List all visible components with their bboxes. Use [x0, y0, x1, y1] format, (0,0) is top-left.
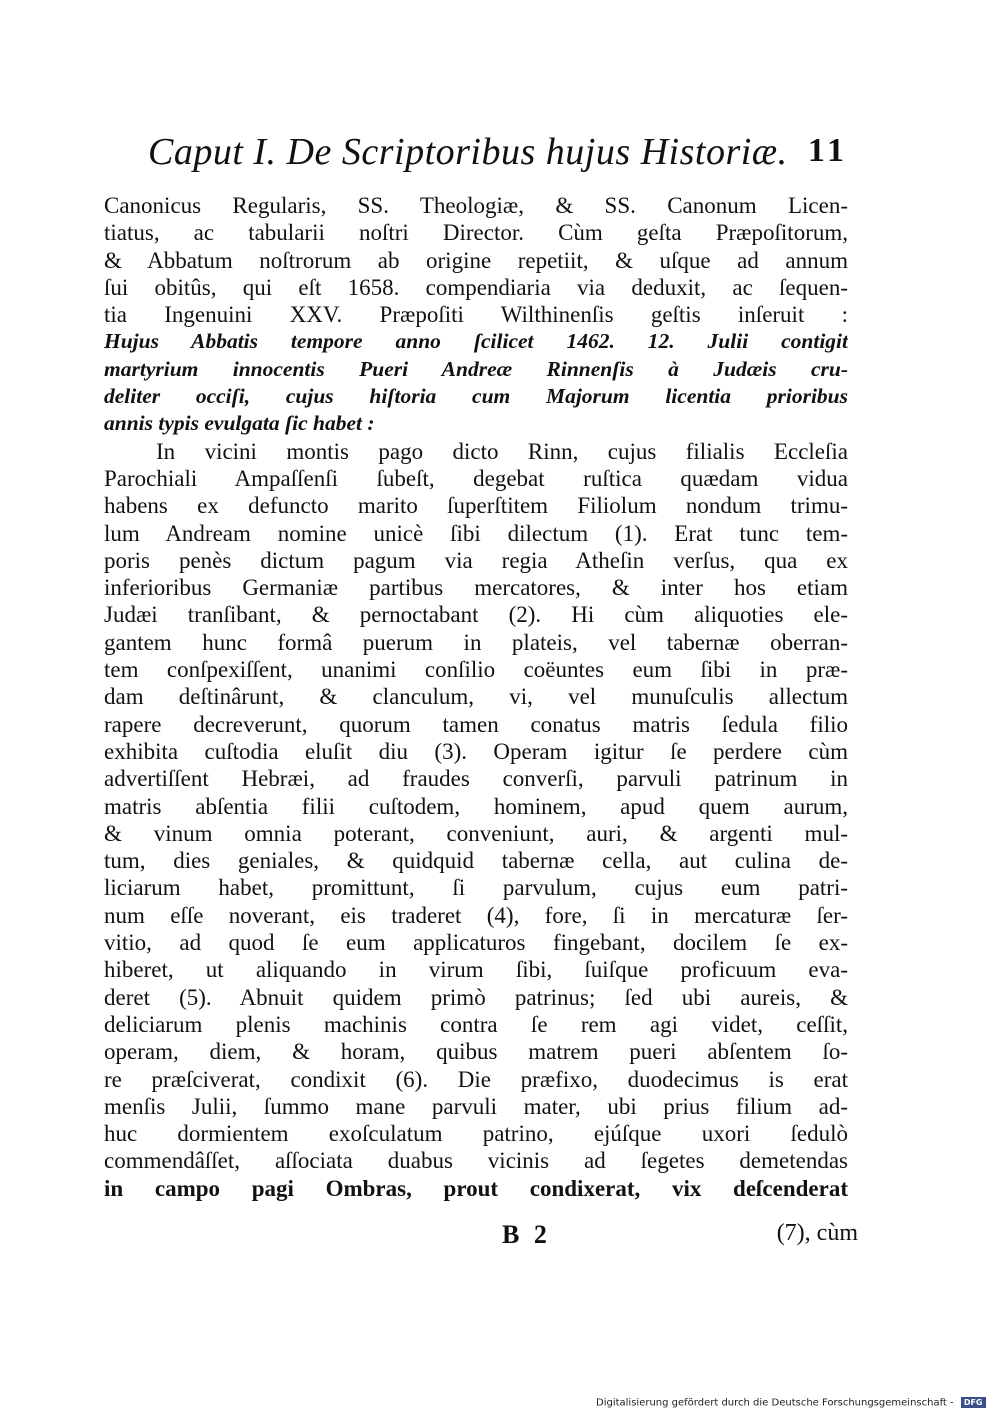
text-line: hiberet, ut aliquando in virum ſibi, ſuiſque proficuum eva-: [104, 957, 848, 983]
text-line: in campo pagi Ombras, prout condixerat, vix deſcenderat: [104, 1175, 848, 1201]
text-line: Canonicus Regularis, SS. Theologiæ, & SS. Canonum Licen-: [104, 193, 848, 218]
text-line: num eſſe noverant, eis traderet (4), fore, ſi in mercaturæ ſer-: [104, 902, 848, 928]
credit-text: Digitalisierung gefördert durch die Deutsche Forschungsgemeinschaft -: [596, 1397, 954, 1409]
text-line: liciarum habet, promittunt, ſi parvulum, cujus eum patri-: [104, 875, 848, 901]
text-line: matris abſentia filii cuſtodem, hominem, apud quem aurum,: [104, 793, 848, 819]
running-title: Caput I. De Scriptoribus hujus Historiæ.: [148, 131, 788, 173]
page-footer: [104, 1220, 858, 1250]
text-line: & Abbatum noſtrorum ab origine repetiit, & uſque ad annum: [104, 247, 848, 273]
quoted-text-line: Hujus Abbatis tempore anno ſcilicet 1462. 12. Julii contigit: [104, 329, 848, 354]
text-line: exhibita cuſtodia eluſit diu (3). Operam igitur ſe perdere cùm: [104, 738, 848, 764]
digitization-credit: [596, 1397, 986, 1409]
quoted-text-line: deliter occiſi, cujus hiſtoria cum Majorum licentia prioribus: [104, 384, 848, 409]
text-line: deret (5). Abnuit quidem primò patrinus; ſed ubi aureis, &: [104, 984, 848, 1010]
page-number: 11: [807, 132, 848, 169]
text-line: deliciarum plenis machinis contra ſe rem agi videt, ceſſit,: [104, 1011, 848, 1037]
text-line: advertiſſent Hebræi, ad fraudes converſi, parvuli patrinum in: [104, 766, 848, 792]
text-line: huc dormientem exoſculatum patrino, ejúſque uxori ſedulò: [104, 1121, 848, 1147]
dfg-logo: DFG: [961, 1397, 986, 1408]
paragraph-first-line: In vicini montis pago dicto Rinn, cujus filialis Eccleſia: [156, 438, 848, 464]
text-line: menſis Julii, ſummo mane parvuli mater, ubi prius filium ad-: [104, 1093, 848, 1119]
quoted-text-line: martyrium innocentis Pueri Andreæ Rinnenſis à Judæis cru-: [104, 356, 848, 381]
text-line: Judæi tranſibant, & pernoctabant (2). Hi cùm aliquoties ele-: [104, 602, 848, 628]
text-line: dam deſtinârunt, & clanculum, vi, vel munuſculis allectum: [104, 684, 848, 710]
text-line: operam, diem, & horam, quibus matrem pueri abſentem ſo-: [104, 1039, 848, 1065]
text-line: habens ex defuncto marito ſuperſtitem Filiolum nondum trimu-: [104, 493, 848, 519]
text-line: tum, dies geniales, & quidquid tabernæ cella, aut culina de-: [104, 848, 848, 874]
text-line: gantem hunc formâ puerum in plateis, vel tabernæ oberran-: [104, 629, 848, 655]
body-text: [104, 192, 848, 1202]
signature-mark: B 2: [502, 1220, 551, 1249]
catchword: (7), cùm: [776, 1220, 858, 1246]
running-header: [148, 130, 848, 178]
text-line: tia Ingenuini XXV. Præpoſiti Wilthinenſis geſtis inſeruit :: [104, 302, 848, 328]
quoted-text-line: annis typis evulgata ſic habet :: [104, 411, 375, 436]
text-line: inferioribus Germaniæ partibus mercatores, & inter hos etiam: [104, 575, 848, 601]
text-line: & vinum omnia poterant, conveniunt, auri, & argenti mul-: [104, 820, 848, 846]
text-line: tiatus, ac tabularii noſtri Director. Cùm geſta Præpoſitorum,: [104, 220, 848, 246]
text-line: lum Andream nomine unicè ſibi dilectum (1). Erat tunc tem-: [104, 520, 848, 546]
text-line: re præſciverat, condixit (6). Die præfixo, duodecimus is erat: [104, 1066, 848, 1092]
text-line: commendâſſet, aſſociata duabus vicinis ad ſegetes demetendas: [104, 1148, 848, 1174]
text-line: vitio, ad quod ſe eum applicaturos fingebant, docilem ſe ex-: [104, 930, 848, 956]
text-line: tem conſpexiſſent, unanimi conſilio coëuntes eum ſibi in præ-: [104, 657, 848, 683]
text-line: poris penès dictum pagum via regia Atheſin verſus, qua ex: [104, 547, 848, 573]
text-line: rapere decreverunt, quorum tamen conatus matris ſedula filio: [104, 711, 848, 737]
text-line: Parochiali Ampaſſenſi ſubeſt, degebat ruſtica quædam vidua: [104, 465, 848, 491]
text-line: ſui obitûs, qui eſt 1658. compendiaria via deduxit, ac ſequen-: [104, 274, 848, 300]
